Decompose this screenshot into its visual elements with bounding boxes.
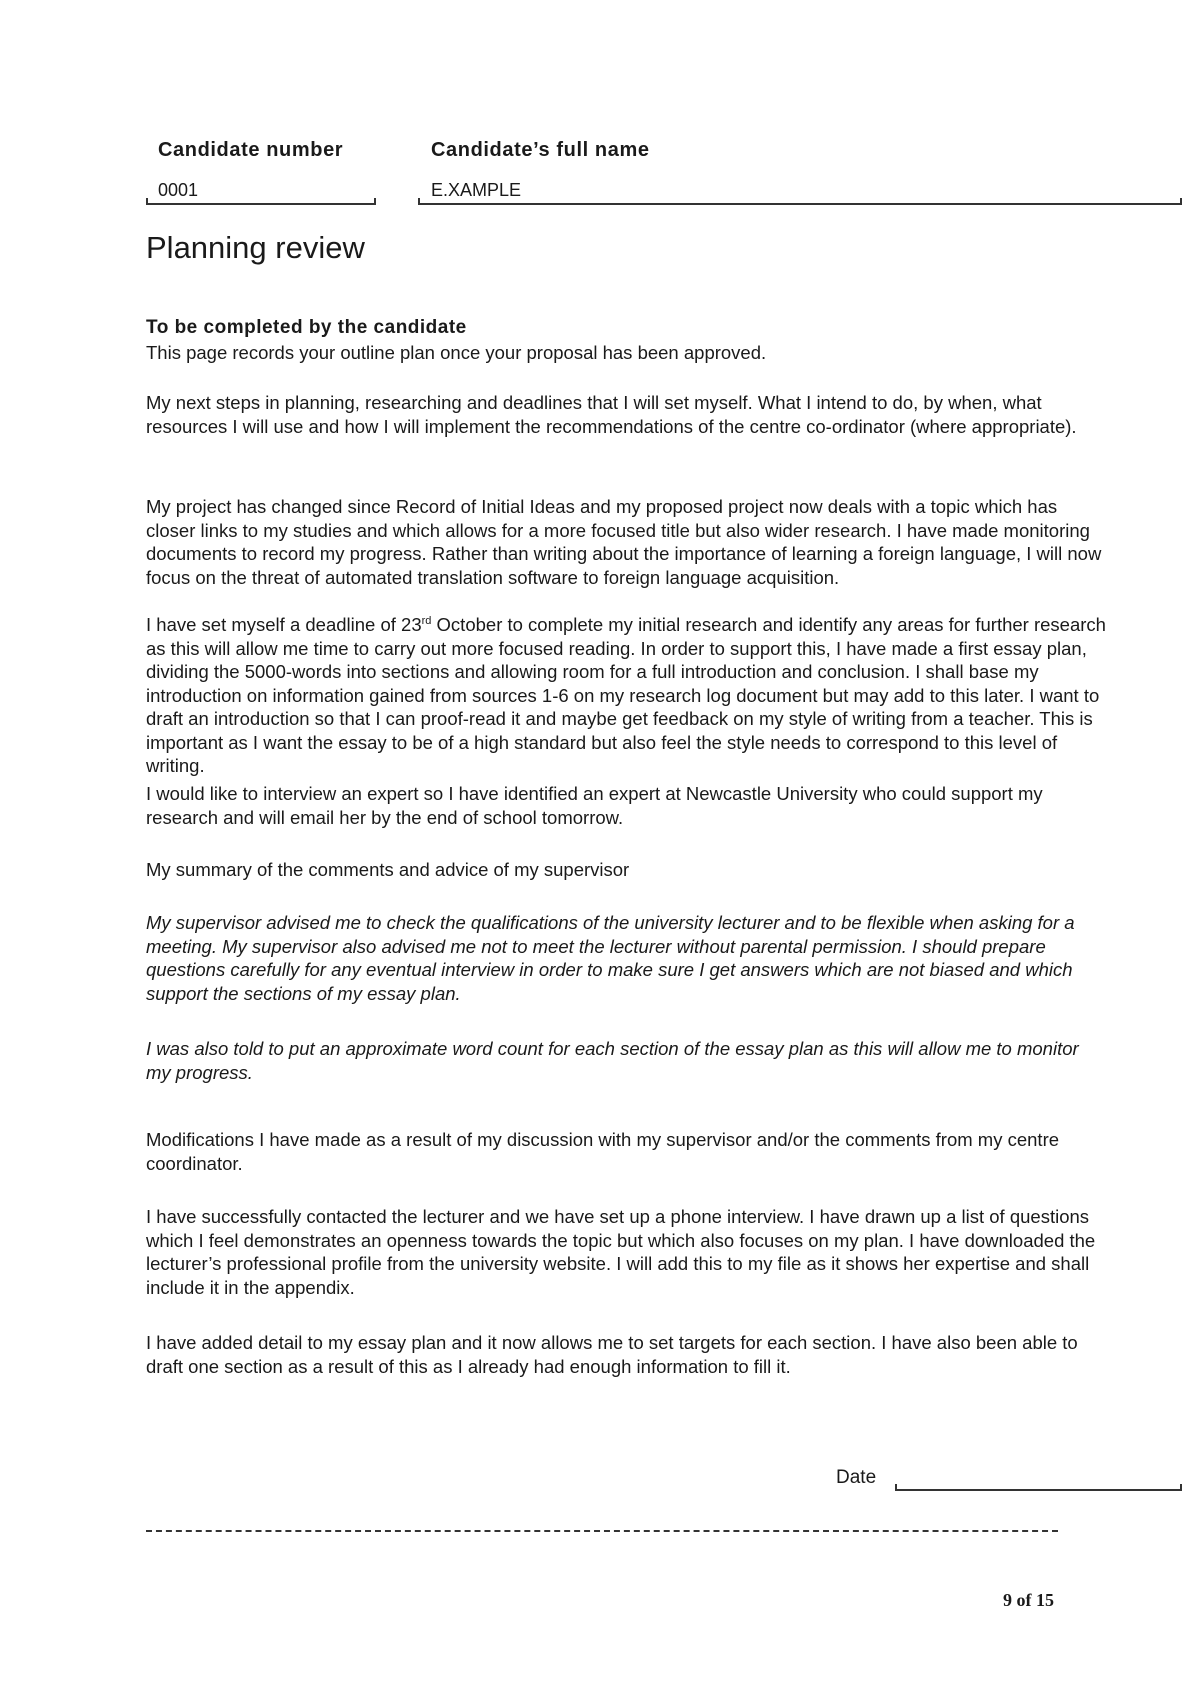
page-number: 9 of 15 <box>1003 1590 1054 1610</box>
section-heading-candidate: To be completed by the candidate <box>146 317 467 338</box>
date-field[interactable] <box>895 1489 1182 1491</box>
plan-paragraph-2 <box>146 613 1106 778</box>
candidate-number-field[interactable] <box>146 203 376 205</box>
supervisor-paragraph-2: I was also told to put an approximate word count for each section of the essay plan as this will allow me to monitor my progress. <box>146 1038 1079 1083</box>
candidate-name-value[interactable]: E.XAMPLE <box>431 180 522 200</box>
prompt-text: My next steps in planning, researching and deadlines that I will set myself. What I intend to do, by when, what resources I will use and how I will implement the recommendations of the centre co-ordinator (where appropriate). <box>146 392 1077 437</box>
supervisor-paragraph-1: My supervisor advised me to check the qualifications of the university lecturer and to be flexible when asking for a meeting. My supervisor also advised me not to meet the lecturer without parental permission. I should prepare questions carefully for any eventual interview in order to make sure I get answers which are not biased and which support the sections of my essay plan. <box>146 912 1075 1004</box>
ordinal-suffix: rd <box>421 614 432 627</box>
modifications-paragraph-2: I have added detail to my essay plan and it now allows me to set targets for each section. I have also been able to draft one section as a result of this as I already had enough information to fill it. <box>146 1332 1078 1377</box>
plan-paragraph-2-start: I have set myself a deadline of 23 <box>146 614 422 635</box>
plan-paragraph-3: I would like to interview an expert so I have identified an expert at Newcastle University who could support my research and will email her by the end of school tomorrow. <box>146 783 1043 828</box>
candidate-name-field[interactable] <box>418 203 1182 205</box>
page-title: Planning review <box>146 230 365 265</box>
intro-text: This page records your outline plan once your proposal has been approved. <box>146 342 767 363</box>
modifications-heading: Modifications I have made as a result of my discussion with my supervisor and/or the comments from my centre coordinator. <box>146 1129 1060 1174</box>
date-label: Date <box>836 1467 877 1488</box>
plan-paragraph-2-rest: October to complete my initial research and identify any areas for further research as this will allow me time to carry out more focused reading. In order to support this, I have made a first essay plan, dividing the 5000-words into sections and allowing room for a full introduction and conclusion. I shall base my introduction on information gained from sources 1-6 on my research log document but may add to this later. I want to draft an introduction so that I can proof-read it and maybe get feedback on my style of writing from a teacher. This is important as I want the essay to be of a high standard but also feel the style needs to correspond to this level of writing. <box>146 614 1106 776</box>
plan-paragraph-1: My project has changed since Record of Initial Ideas and my proposed project now deals with a topic which has closer links to my studies and which allows for a more focused title but also wider research. I have made monitoring documents to record my progress. Rather than writing about the importance of learning a foreign language, I will now focus on the threat of automated translation software to foreign language acquisition. <box>146 496 1102 588</box>
modifications-paragraph-1: I have successfully contacted the lecturer and we have set up a phone interview. I have drawn up a list of questions which I feel demonstrates an openness towards the topic but which also focuses on my plan. I have downloaded the lecturer’s professional profile from the university website. I will add this to my file as it shows her expertise and shall include it in the appendix. <box>146 1206 1096 1298</box>
candidate-number-value[interactable]: 0001 <box>158 180 199 200</box>
supervisor-summary-heading: My summary of the comments and advice of my supervisor <box>146 859 630 880</box>
cut-line-divider <box>146 1530 1058 1532</box>
candidate-number-label: Candidate number <box>158 139 344 161</box>
candidate-name-label: Candidate’s full name <box>431 139 650 161</box>
